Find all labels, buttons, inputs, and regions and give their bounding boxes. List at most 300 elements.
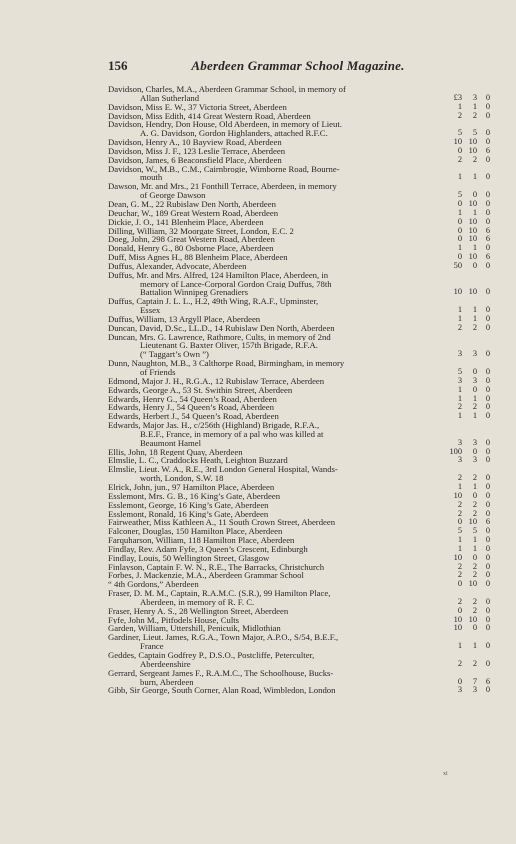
amount-pounds: 5: [457, 367, 462, 376]
amount-pounds: 2: [457, 473, 462, 483]
amount-pence: 6: [485, 676, 490, 686]
entry-text: Davidson, Charles, M.A., Aberdeen Grammar School, in memory of: [108, 85, 346, 94]
entry-text: Fyfe, John M., Pitfodels House, Cults: [108, 615, 240, 625]
amount-pounds: 1: [457, 207, 462, 217]
entry-text: Doeg, John, 298 Great Western Road, Aberdeen: [108, 235, 275, 245]
amount-pence: 0: [485, 207, 490, 217]
entry-line: [108, 262, 490, 271]
entry-text: Beaumont Hamel: [140, 438, 202, 448]
amount-pence: 0: [485, 305, 490, 315]
amount-pounds: 2: [457, 402, 462, 412]
list-item: [108, 580, 490, 589]
entry-line: [108, 421, 490, 430]
amount: [440, 412, 490, 421]
entry-text: burn, Aberdeen: [140, 677, 194, 687]
subscription-list: [108, 85, 490, 695]
amount-pounds: 2: [457, 596, 462, 606]
entry-text: Davidson, Henry A., 10 Bayview Road, Aberdeen: [108, 138, 282, 147]
amount-shillings: 0: [472, 552, 477, 562]
entry-line: [108, 227, 490, 236]
amount-pence: 0: [485, 110, 490, 120]
entry-text: Geddes, Captain Godfrey P., D.S.O., Postcliffe, Peterculter,: [108, 651, 315, 660]
amount-pounds: 10: [453, 137, 462, 147]
list-item: [108, 386, 490, 395]
entry-text: Gardiner, Lieut. James, R.G.A., Town Major, A.P.O., S/54, B.E.F.,: [108, 633, 339, 643]
entry-line: [108, 624, 490, 633]
amount: [440, 660, 490, 669]
amount-pence: 0: [485, 137, 490, 147]
amount: [440, 350, 490, 359]
list-item: [108, 377, 490, 386]
amount-pounds: 2: [457, 110, 462, 120]
entry-line: [108, 359, 490, 368]
amount-pounds: 10: [453, 287, 462, 297]
entry-line: [108, 147, 490, 156]
entry-line: [108, 271, 490, 280]
amount-shillings: 2: [472, 508, 477, 518]
amount-shillings: 10: [468, 252, 477, 262]
amount: [440, 624, 490, 633]
list-item: [108, 456, 490, 465]
entry-text: Edmond, Major J. H., R.G.A., 12 Rubislaw Terrace, Aberdeen: [108, 376, 325, 386]
entry-line: [108, 501, 490, 510]
amount-pounds: 2: [457, 561, 462, 571]
amount-pence: 0: [485, 641, 490, 651]
amount-shillings: 10: [468, 225, 477, 235]
entry-text: Allan Sutherland: [140, 93, 200, 103]
entry-continuation-line: [108, 660, 490, 669]
entry-text: worth, London, S.W. 18: [140, 474, 224, 483]
amount-pounds: 1: [457, 411, 462, 421]
entry-line: [108, 518, 490, 527]
amount-pounds: 0: [457, 579, 462, 589]
amount-shillings: 1: [472, 641, 477, 651]
amount-shillings: 1: [472, 393, 477, 403]
list-item: [108, 253, 490, 262]
entry-text: Dunn, Naughton, M.B., 3 Calthorpe Road, Birmingham, in memory: [108, 359, 345, 368]
list-item: [108, 545, 490, 554]
entry-line: [108, 112, 490, 121]
amount-pence: 0: [485, 535, 490, 545]
amount-pounds: 5: [457, 526, 462, 536]
amount-pence: 0: [485, 128, 490, 138]
entry-text: of George Dawson: [140, 191, 206, 200]
list-item: [108, 403, 490, 412]
entry-text: France: [140, 642, 164, 651]
entry-line: [108, 412, 490, 421]
amount-pence: 0: [485, 367, 490, 376]
entry-text: Elmslie, L. C., Craddocks Heath, Leighton Buzzard: [108, 456, 288, 466]
amount-pounds: 5: [457, 128, 462, 138]
entry-text: Aberdeen, in memory of R. F. C.: [140, 597, 255, 607]
entry-line: [108, 669, 490, 678]
amount-pounds: 1: [457, 243, 462, 253]
amount-shillings: 10: [468, 145, 477, 155]
entry-text: Davidson, W., M.B., C.M., Cairnbrogie, Wimborne Road, Bourne-: [108, 164, 340, 174]
amount-pence: 0: [485, 623, 490, 633]
amount-pounds: 3: [457, 455, 462, 465]
amount-shillings: 2: [472, 499, 477, 509]
amount-shillings: 10: [468, 287, 477, 297]
amount: [440, 324, 490, 333]
entry-continuation-line: [108, 474, 490, 483]
entry-line: [108, 218, 490, 227]
amount-pence: 6: [485, 145, 490, 155]
entry-line: [108, 103, 490, 112]
amount: [440, 112, 490, 121]
list-item: [108, 324, 490, 333]
amount-shillings: 3: [472, 685, 477, 695]
list-item: [108, 227, 490, 236]
amount-shillings: 3: [472, 437, 477, 447]
list-item: [108, 182, 490, 200]
entry-continuation-line: [108, 306, 490, 315]
amount: [440, 288, 490, 297]
list-item: [108, 200, 490, 209]
entry-line: [108, 651, 490, 660]
amount-pounds: £3: [453, 92, 462, 102]
amount-pounds: 10: [453, 552, 462, 562]
entry-line: [108, 536, 490, 545]
amount-pounds: 1: [457, 384, 462, 394]
list-item: [108, 624, 490, 633]
list-item: [108, 589, 490, 607]
amount-pounds: 2: [457, 570, 462, 580]
entry-continuation-line: [108, 350, 490, 359]
amount-pence: 0: [485, 322, 490, 332]
amount: [440, 235, 490, 244]
amount-shillings: 1: [472, 207, 477, 217]
amount: [440, 456, 490, 465]
amount-shillings: 0: [472, 384, 477, 394]
list-item: [108, 518, 490, 527]
entry-line: [108, 465, 490, 474]
list-item: [108, 333, 490, 360]
amount-shillings: 0: [472, 490, 477, 500]
amount: [440, 545, 490, 554]
amount-shillings: 10: [468, 579, 477, 589]
amount-shillings: 1: [472, 411, 477, 421]
amount-pence: 0: [485, 499, 490, 509]
amount: [440, 563, 490, 572]
entry-line: [108, 120, 490, 129]
list-item: [108, 412, 490, 421]
amount-shillings: 3: [472, 92, 477, 102]
amount-pence: 0: [485, 384, 490, 394]
amount-pence: 0: [485, 243, 490, 253]
entry-text: Esslemont, Mrs. G. B., 16 King’s Gate, Aberdeen: [108, 491, 281, 501]
entry-text: Davidson, Hendry, Don House, Old Aberdeen, in memory of Lieut.: [108, 120, 342, 130]
amount: [440, 262, 490, 271]
entry-text: Dean, G. M., 22 Rubislaw Den North, Aberdeen: [108, 199, 276, 209]
list-item: [108, 536, 490, 545]
amount: [440, 138, 490, 147]
list-item: [108, 209, 490, 218]
entry-text: Dickie, J. O., 141 Blenheim Place, Aberdeen: [108, 217, 264, 227]
entry-text: Lieutenant G. Baxter Oliver, 157th Brigade, R.F.A.: [140, 341, 318, 351]
entry-line: [108, 448, 490, 457]
entry-continuation-line: [108, 129, 490, 138]
amount-shillings: 5: [472, 526, 477, 536]
amount-shillings: 2: [472, 473, 477, 483]
amount: [440, 598, 490, 607]
amount-pence: 0: [485, 411, 490, 421]
amount-shillings: 2: [472, 570, 477, 580]
entry-text: Duncan, Mrs. G. Lawrence, Rathmore, Cults, in memory of 2nd: [108, 332, 331, 342]
amount: [440, 642, 490, 651]
amount: [440, 439, 490, 448]
amount-shillings: 7: [472, 676, 477, 686]
amount-shillings: 10: [468, 137, 477, 147]
list-item: [108, 510, 490, 519]
list-item: [108, 147, 490, 156]
entry-text: Esslemont, Ronald, 16 King’s Gate, Aberdeen: [108, 509, 269, 519]
amount: [440, 218, 490, 227]
list-item: [108, 120, 490, 138]
amount: [440, 571, 490, 580]
entry-line: [108, 483, 490, 492]
entry-text: Donald, Henry G., 80 Osborne Place, Aberdeen: [108, 244, 274, 254]
entry-continuation-line: [108, 368, 490, 377]
amount-shillings: 3: [472, 349, 477, 359]
amount-shillings: 2: [472, 658, 477, 668]
amount-shillings: 2: [472, 402, 477, 412]
entry-text: Fraser, Henry A. S., 28 Wellington Street, Aberdeen: [108, 606, 289, 616]
amount: [440, 368, 490, 377]
amount-pounds: 1: [457, 172, 462, 182]
amount-pence: 0: [485, 490, 490, 500]
amount: [440, 580, 490, 589]
entry-text: Aberdeenshire: [140, 659, 191, 669]
entry-text: Findlay, Louis, 50 Wellington Street, Glasgow: [108, 553, 270, 563]
amount: [440, 492, 490, 501]
amount-pounds: 100: [449, 446, 462, 456]
amount-pounds: 10: [453, 614, 462, 624]
list-item: [108, 492, 490, 501]
entry-line: [108, 686, 490, 695]
amount: [440, 501, 490, 510]
amount-shillings: 3: [472, 375, 477, 385]
list-item: [108, 527, 490, 536]
list-item: [108, 395, 490, 404]
entry-line: [108, 200, 490, 209]
entry-text: Falconer, Douglas, 150 Hamilton Place, Aberdeen: [108, 527, 283, 537]
entry-text: B.E.F., France, in memory of a pal who was killed at: [140, 429, 324, 439]
entry-text: Finlayson, Captain F. W. N., R.E., The Barracks, Christchurch: [108, 562, 325, 572]
amount-pounds: 0: [457, 605, 462, 615]
amount: [440, 483, 490, 492]
amount-shillings: 10: [468, 198, 477, 208]
amount-pence: 0: [485, 526, 490, 536]
entry-text: Garden, William, Uttershill, Penicuik, Midlothian: [108, 624, 281, 634]
amount-shillings: 2: [472, 110, 477, 120]
list-item: [108, 501, 490, 510]
amount: [440, 395, 490, 404]
amount: [440, 209, 490, 218]
amount-shillings: 0: [472, 446, 477, 456]
entry-line: [108, 315, 490, 324]
entry-continuation-line: [108, 678, 490, 687]
amount: [440, 147, 490, 156]
list-item: [108, 554, 490, 563]
amount-pence: 0: [485, 437, 490, 447]
entry-text: of Friends: [140, 368, 176, 377]
entry-line: [108, 386, 490, 395]
entry-text: A. G. Davidson, Gordon Highlanders, attached R.F.C.: [140, 129, 328, 139]
amount: [440, 510, 490, 519]
list-item: [108, 571, 490, 580]
entry-text: mouth: [140, 173, 163, 183]
entry-line: [108, 545, 490, 554]
entry-line: [108, 165, 490, 174]
amount-pence: 0: [485, 154, 490, 164]
list-item: [108, 315, 490, 324]
entry-line: [108, 324, 490, 333]
amount-pence: 6: [485, 225, 490, 235]
amount-pence: 0: [485, 375, 490, 385]
list-item: [108, 633, 490, 651]
amount-pounds: 0: [457, 145, 462, 155]
amount-pounds: 10: [453, 490, 462, 500]
amount-pence: 0: [485, 685, 490, 695]
entry-text: Forbes, J. Mackenzie, M.A., Aberdeen Grammar School: [108, 571, 304, 581]
entry-text: Duffus, William, 13 Argyll Place, Aberdeen: [108, 314, 261, 324]
entry-line: [108, 527, 490, 536]
amount-pounds: 50: [453, 260, 462, 270]
entry-line: [108, 377, 490, 386]
entry-text: Davidson, James, 6 Beaconsfield Place, Aberdeen: [108, 155, 282, 165]
entry-line: [108, 456, 490, 465]
amount-pence: 0: [485, 614, 490, 624]
amount-shillings: 2: [472, 322, 477, 332]
amount-pence: 6: [485, 234, 490, 244]
entry-line: [108, 571, 490, 580]
amount-pounds: 1: [457, 481, 462, 491]
amount-shillings: 1: [472, 172, 477, 182]
amount-shillings: 1: [472, 313, 477, 323]
amount-pounds: 1: [457, 535, 462, 545]
amount-pence: 0: [485, 561, 490, 571]
entry-text: (“ Taggart’s Own ”): [140, 350, 209, 360]
amount-shillings: 5: [472, 128, 477, 138]
list-item: [108, 359, 490, 377]
entry-line: [108, 607, 490, 616]
amount-pounds: 1: [457, 641, 462, 651]
amount-pounds: 2: [457, 322, 462, 332]
amount: [440, 518, 490, 527]
amount-pence: 0: [485, 473, 490, 483]
entry-line: [108, 395, 490, 404]
amount: [440, 227, 490, 236]
amount-pounds: 0: [457, 216, 462, 226]
amount-shillings: 10: [468, 517, 477, 527]
amount: [440, 200, 490, 209]
list-item: [108, 297, 490, 315]
amount-pence: 0: [485, 570, 490, 580]
list-item: [108, 651, 490, 669]
list-item: [108, 156, 490, 165]
entry-continuation-line: [108, 191, 490, 200]
amount-shillings: 3: [472, 455, 477, 465]
amount-shillings: 10: [468, 234, 477, 244]
entry-line: [108, 235, 490, 244]
amount: [440, 554, 490, 563]
list-item: [108, 165, 490, 183]
amount-pence: 0: [485, 446, 490, 456]
entry-text: Deuchar, W., 189 Great Western Road, Aberdeen: [108, 208, 279, 218]
amount-shillings: 0: [472, 260, 477, 270]
amount: [440, 129, 490, 138]
list-item: [108, 103, 490, 112]
amount-pence: 0: [485, 313, 490, 323]
entry-text: Fraser, D. M. M., Captain, R.A.M.C. (S.R.), 99 Hamilton Place,: [108, 589, 331, 598]
entry-line: [108, 138, 490, 147]
entry-text: Esslemont, George, 16 King’s Gate, Aberdeen: [108, 500, 269, 510]
list-item: [108, 616, 490, 625]
amount-shillings: 2: [472, 596, 477, 606]
entry-text: Findlay, Rev. Adam Fyfe, 3 Queen’s Crescent, Edinburgh: [108, 544, 308, 554]
entry-continuation-line: [108, 94, 490, 103]
entry-line: [108, 563, 490, 572]
amount-pence: 0: [485, 508, 490, 518]
entry-line: [108, 589, 490, 598]
amount: [440, 253, 490, 262]
amount: [440, 377, 490, 386]
list-item: [108, 271, 490, 298]
entry-text: Duffus, Captain J. L. L., H.2, 49th Wing, R.A.F., Upminster,: [108, 297, 319, 307]
amount-shillings: 2: [472, 561, 477, 571]
entry-text: Gibb, Sir George, South Corner, Alan Road, Wimbledon, London: [108, 686, 336, 696]
amount-shillings: 1: [472, 481, 477, 491]
entry-line: [108, 492, 490, 501]
amount-pence: 0: [485, 190, 490, 200]
amount-pence: 0: [485, 596, 490, 606]
amount-pence: 0: [485, 92, 490, 102]
entry-line: [108, 616, 490, 625]
amount-pounds: 3: [457, 437, 462, 447]
list-item: [108, 138, 490, 147]
list-item: [108, 235, 490, 244]
amount: [440, 474, 490, 483]
amount-pounds: 2: [457, 658, 462, 668]
list-item: [108, 262, 490, 271]
entry-continuation-line: [108, 280, 490, 289]
amount-shillings: 1: [472, 101, 477, 111]
entry-text: Ellis, John, 18 Regent Quay, Aberdeen: [108, 447, 243, 457]
amount-shillings: 1: [472, 543, 477, 553]
entry-text: Fairweather, Miss Kathleen A., 11 South Crown Street, Aberdeen: [108, 518, 336, 528]
amount-pounds: 0: [457, 234, 462, 244]
amount: [440, 94, 490, 103]
entry-text: Battalion Winnipeg Grenadiers: [140, 288, 249, 298]
amount-pounds: 0: [457, 252, 462, 262]
amount-pounds: 2: [457, 154, 462, 164]
list-item: [108, 607, 490, 616]
amount-pence: 0: [485, 349, 490, 359]
entry-text: Dilling, William, 32 Moorgate Street, London, E.C. 2: [108, 226, 294, 236]
amount: [440, 686, 490, 695]
entry-text: Farquharson, William, 118 Hamilton Place, Aberdeen: [108, 536, 295, 545]
amount-shillings: 1: [472, 243, 477, 253]
amount-pence: 0: [485, 198, 490, 208]
entry-text: Davidson, Miss J. F., 123 Leslie Terrace, Aberdeen: [108, 146, 286, 156]
amount: [440, 527, 490, 536]
entry-line: [108, 209, 490, 218]
entry-text: Edwards, Major Jas. H., c/256th (Highland) Brigade, R.F.A.,: [108, 421, 320, 430]
list-item: [108, 563, 490, 572]
amount-pounds: 1: [457, 393, 462, 403]
entry-text: Dawson, Mr. and Mrs., 21 Fonthill Terrace, Aberdeen, in memory: [108, 182, 337, 192]
